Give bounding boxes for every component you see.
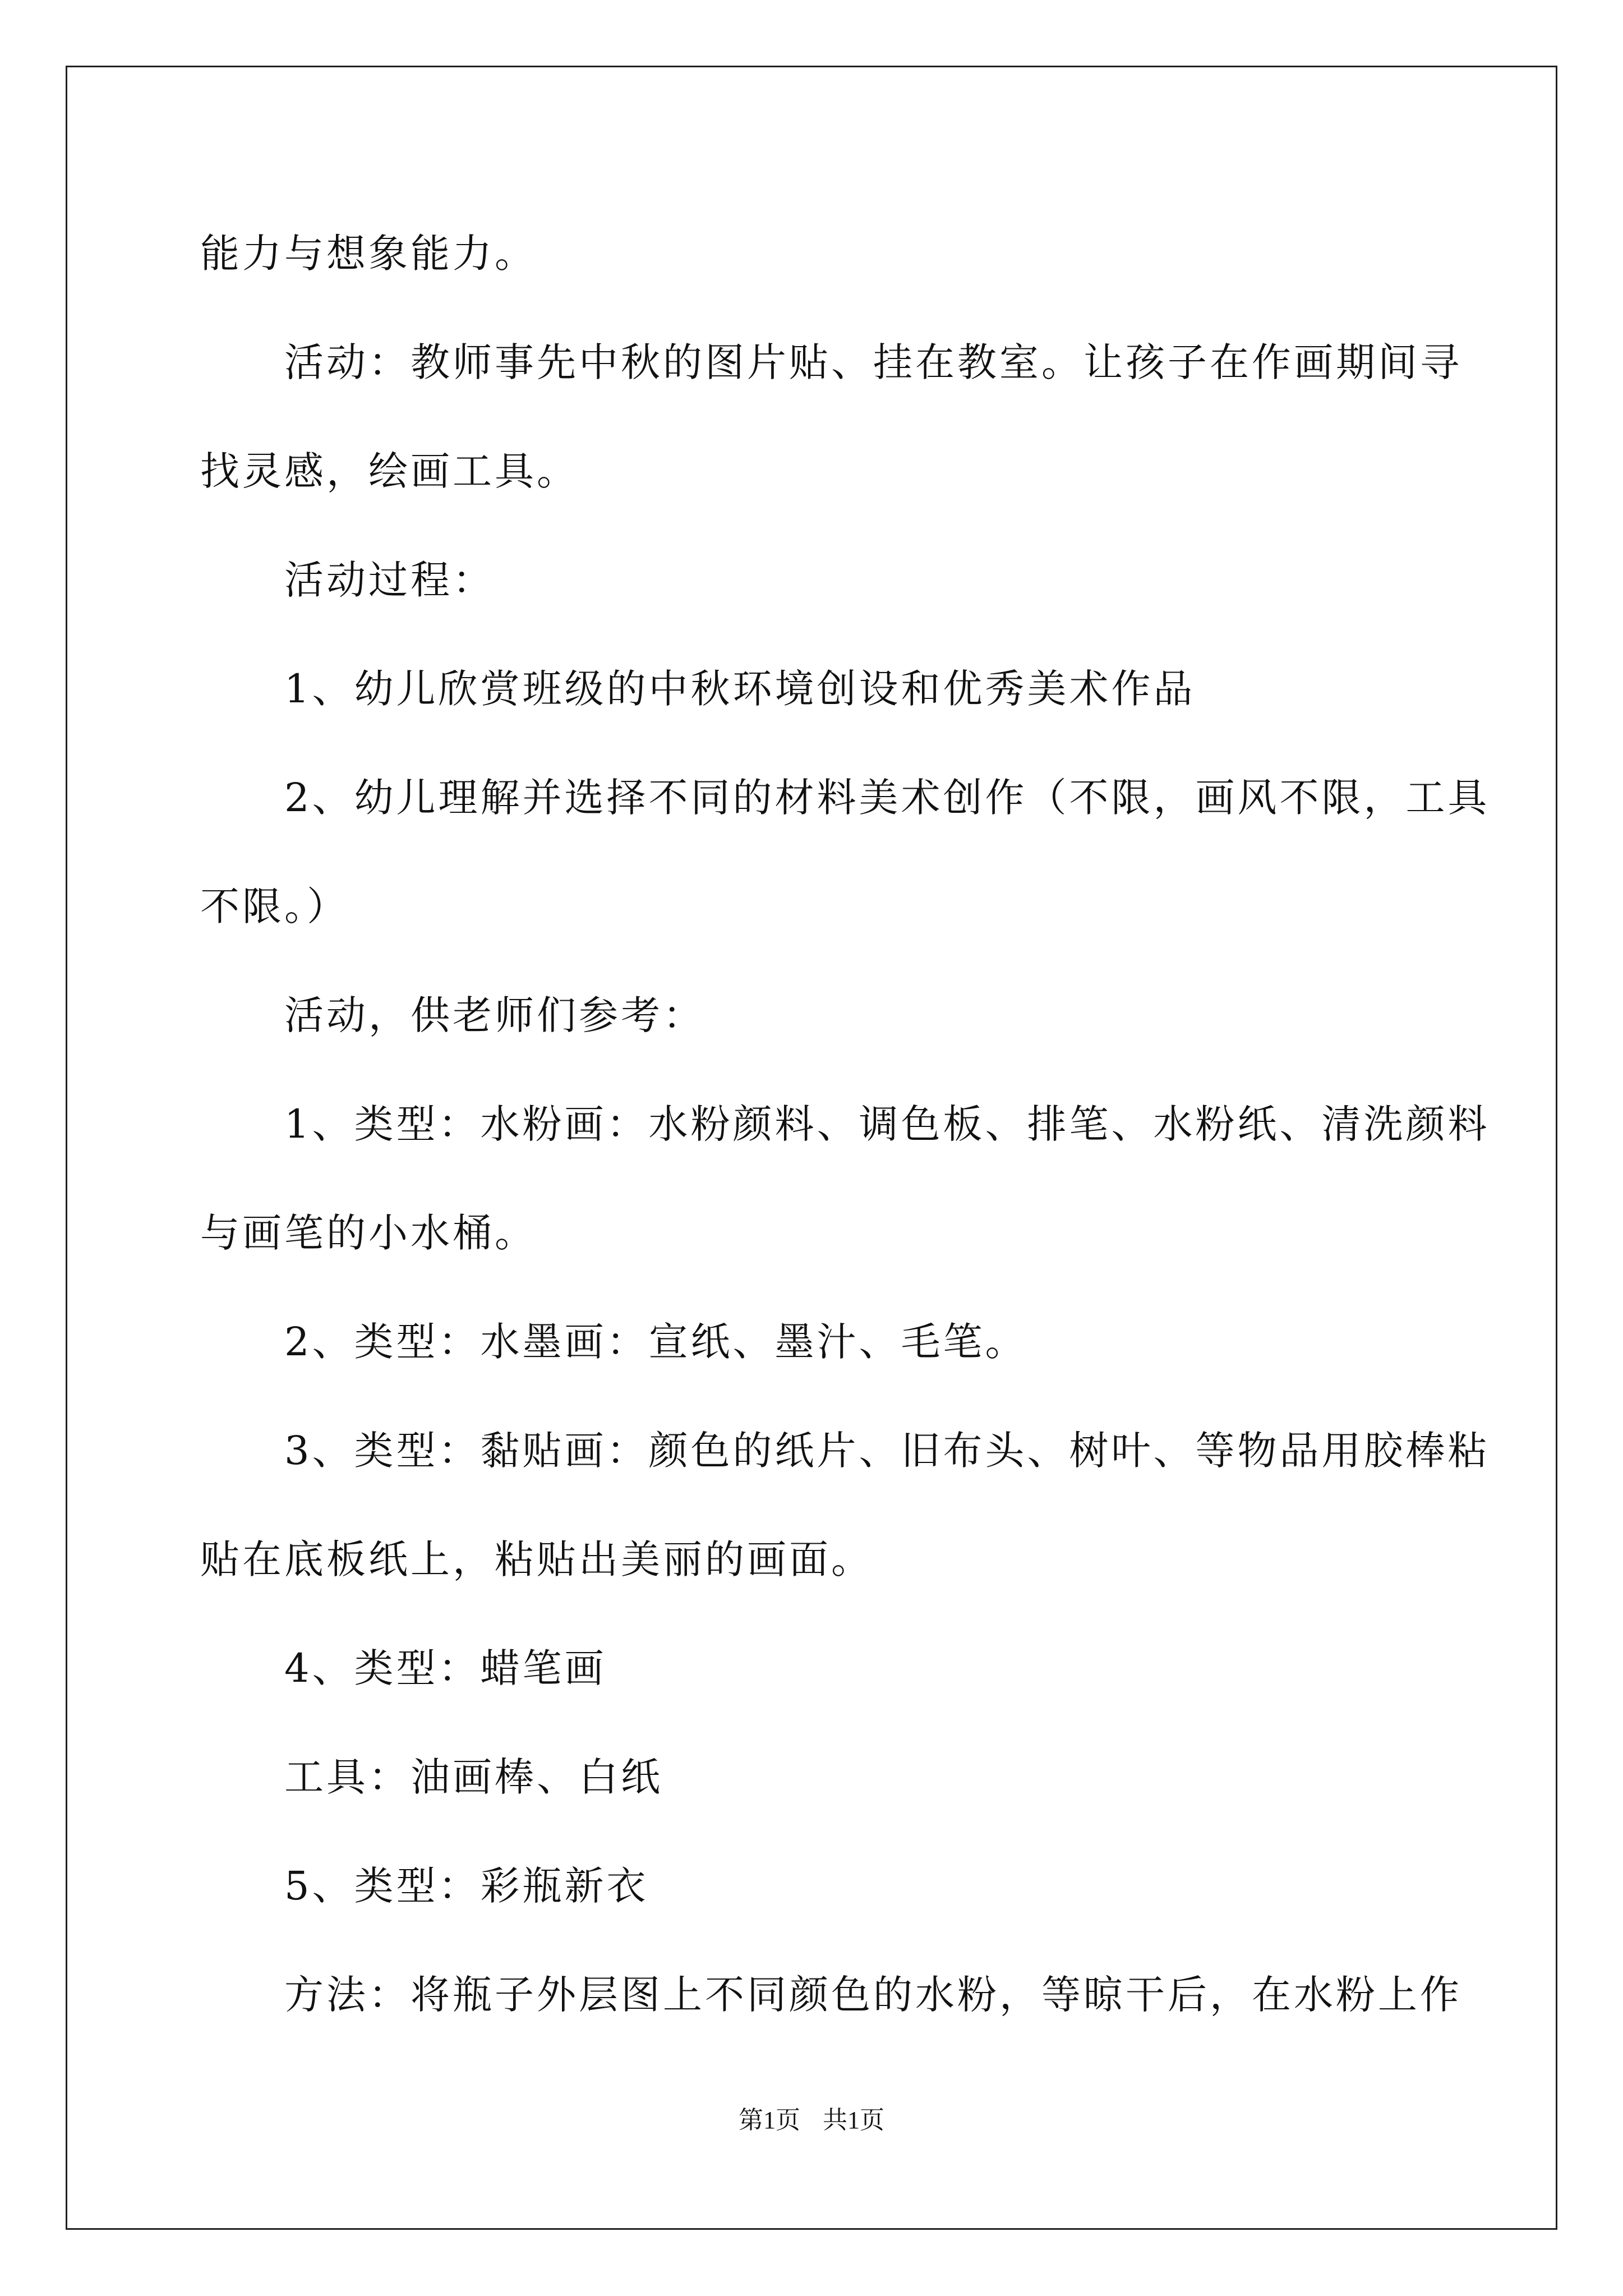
- text-line: 2、幼儿理解并选择不同的材料美术创作（不限，画风不限，工具: [200, 775, 1490, 821]
- current-page-label: 第1页: [739, 2106, 800, 2134]
- text-line: 能力与想象能力。: [200, 231, 537, 277]
- text-line: 活动，供老师们参考：: [200, 992, 705, 1038]
- text-line: 与画笔的小水桶。: [200, 1210, 537, 1256]
- text-line: 1、类型：水粉画：水粉颜料、调色板、排笔、水粉纸、清洗颜料: [200, 1101, 1490, 1147]
- total-pages-label: 共1页: [823, 2106, 884, 2134]
- page-footer: [0, 2104, 1623, 2137]
- text-line: 1、幼儿欣赏班级的中秋环境创设和优秀美术作品: [200, 666, 1196, 712]
- text-line: 3、类型：黏贴画：颜色的纸片、旧布头、树叶、等物品用胶棒粘: [200, 1428, 1490, 1474]
- text-line: 5、类型：彩瓶新衣: [200, 1863, 649, 1909]
- text-line: 活动：教师事先中秋的图片贴、挂在教室。让孩子在作画期间寻: [200, 339, 1462, 385]
- text-line: 不限。）: [200, 884, 349, 930]
- text-line: 方法：将瓶子外层图上不同颜色的水粉，等晾干后，在水粉上作: [200, 1972, 1462, 2018]
- text-line: 4、类型：蜡笔画: [200, 1645, 607, 1691]
- text-line: 找灵感，绘画工具。: [200, 448, 579, 494]
- text-line: 活动过程：: [200, 557, 495, 603]
- document-body: [200, 199, 1490, 2049]
- text-line: 2、类型：水墨画：宣纸、墨汁、毛笔。: [200, 1319, 1027, 1365]
- text-line: 工具：油画棒、白纸: [200, 1754, 663, 1800]
- text-line: 贴在底板纸上，粘贴出美丽的画面。: [200, 1536, 873, 1582]
